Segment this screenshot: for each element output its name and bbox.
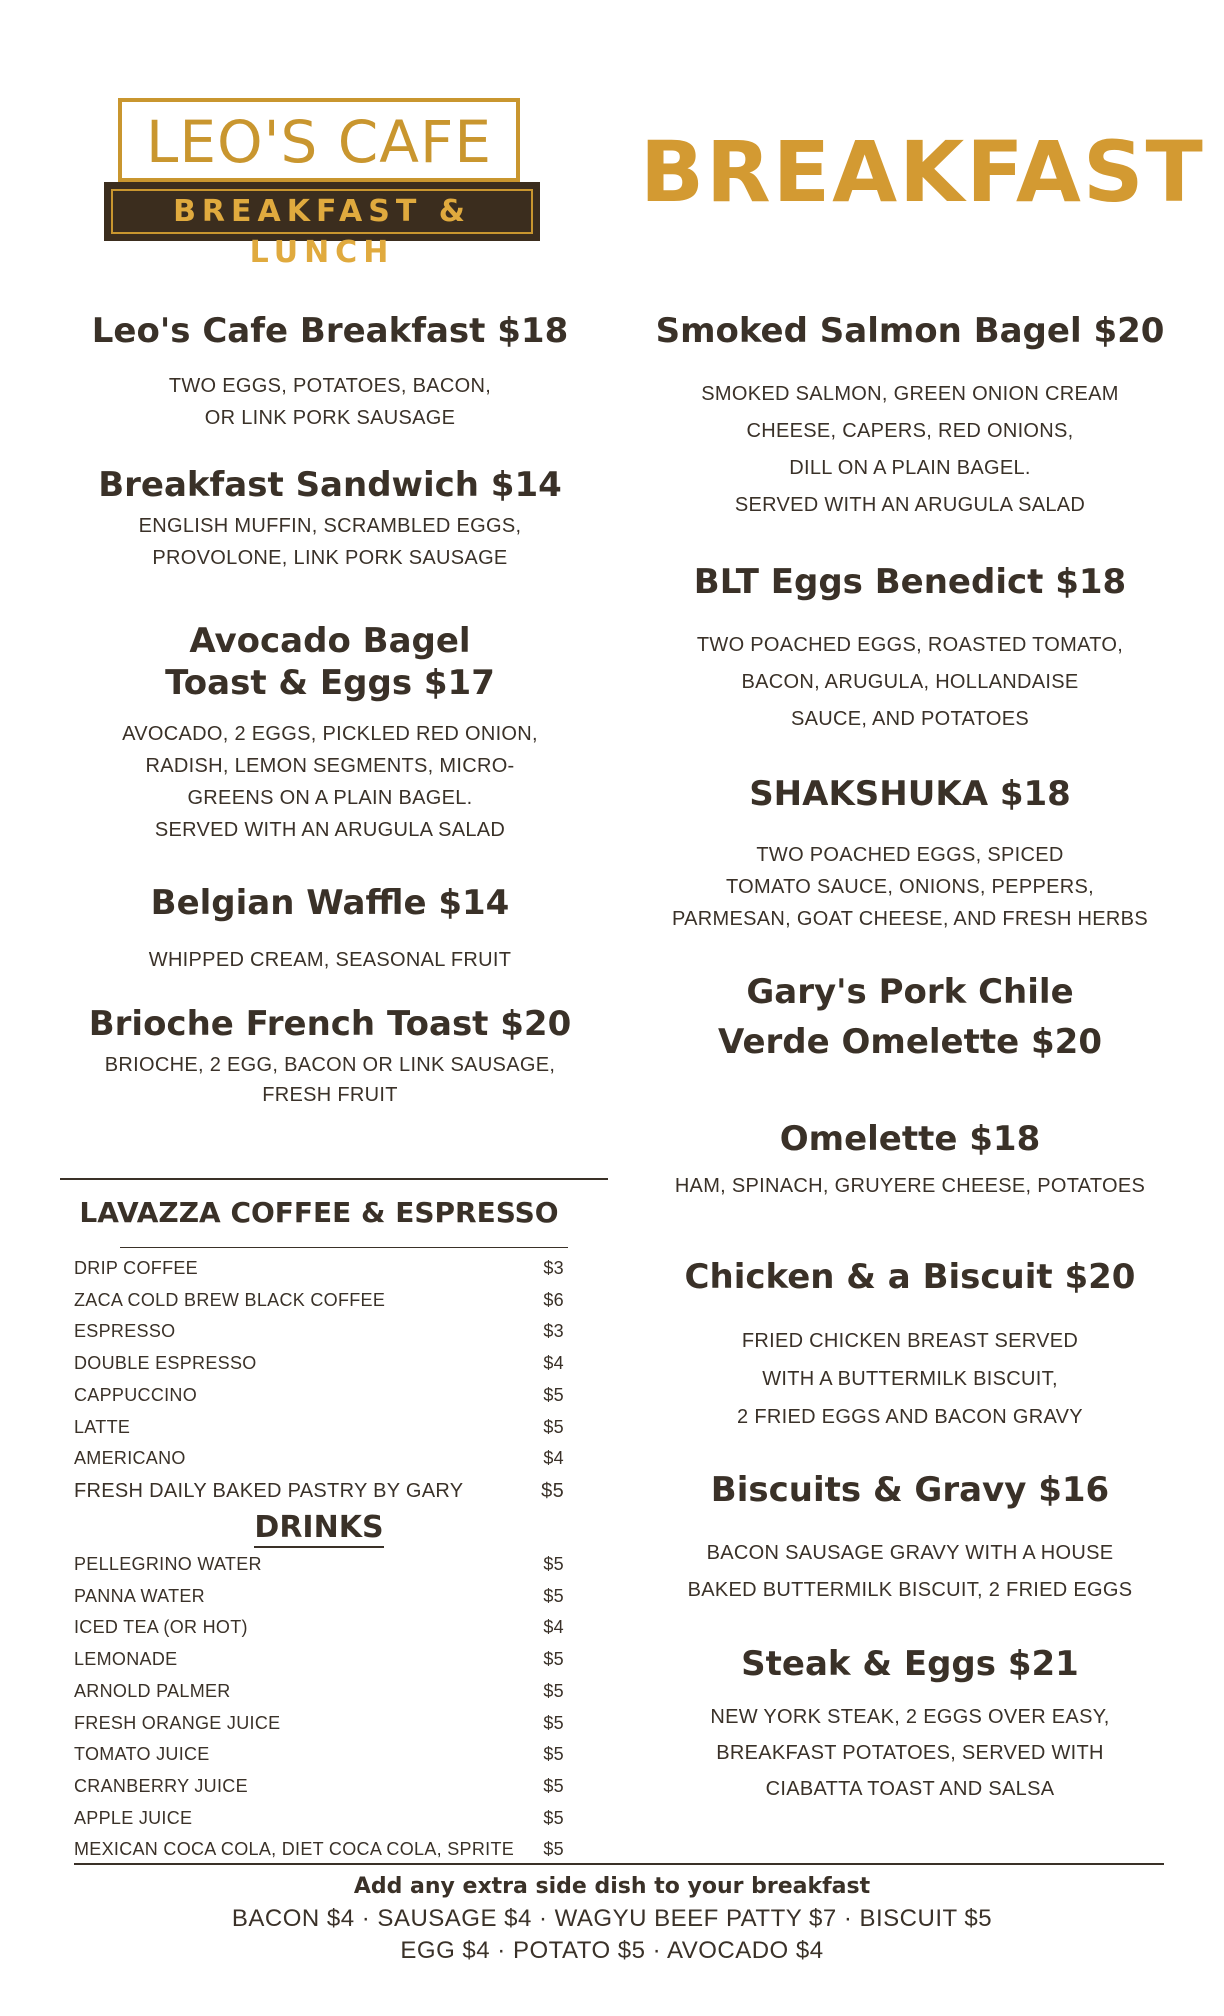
coffee-section-title: LAVAZZA COFFEE & ESPRESSO <box>79 1196 559 1229</box>
coffee-item-row <box>74 1290 564 1314</box>
left-item-description <box>80 944 580 976</box>
footer-divider <box>74 1863 1164 1865</box>
left-item-description <box>80 510 580 574</box>
left-item-name <box>80 1003 580 1045</box>
logo-tagline-bar <box>104 182 540 270</box>
right-item-description <box>650 1535 1170 1609</box>
drink-item-price: $5 <box>543 1680 564 1701</box>
drink-item-row <box>74 1617 564 1641</box>
drink-item-price: $5 <box>543 1775 564 1796</box>
right-item-description-line: WITH A BUTTERMILK BISCUIT, <box>762 1368 1058 1390</box>
right-item-name-line: Omelette $18 <box>779 1119 1041 1159</box>
coffee-item-row <box>74 1480 564 1504</box>
drink-item-row <box>74 1839 564 1863</box>
right-item-name <box>650 967 1170 1067</box>
right-item-description-line: HAM, SPINACH, GRUYERE CHEESE, POTATOES <box>674 1175 1146 1197</box>
left-item-description-line: RADISH, LEMON SEGMENTS, MICRO- <box>145 755 515 777</box>
right-item-name-line: Biscuits & Gravy $16 <box>710 1470 1110 1510</box>
drink-item-row <box>74 1808 564 1832</box>
right-item-name <box>650 773 1170 815</box>
left-item-description-line: PROVOLONE, LINK PORK SAUSAGE <box>152 547 508 569</box>
right-item-name <box>650 1256 1170 1298</box>
drink-item-name: PELLEGRINO WATER <box>74 1554 262 1574</box>
right-item-name-line: BLT Eggs Benedict $18 <box>693 562 1127 602</box>
right-item-description-line: NEW YORK STEAK, 2 EGGS OVER EASY, <box>710 1706 1110 1728</box>
left-item-description <box>80 1050 580 1110</box>
drink-item-row <box>74 1649 564 1673</box>
drink-item-name: ARNOLD PALMER <box>74 1680 231 1701</box>
drink-item-name: MEXICAN COCA COLA, DIET COCA COLA, SPRITE <box>74 1839 515 1860</box>
right-item-description-line: DILL ON A PLAIN BAGEL. <box>789 457 1031 479</box>
drink-item-price: $5 <box>543 1585 564 1606</box>
right-item-name <box>650 1118 1170 1160</box>
left-item-name <box>80 620 580 704</box>
logo-tagline: BREAKFAST & LUNCH <box>111 189 533 234</box>
left-item-description <box>80 370 580 434</box>
left-item-description-line: FRESH FRUIT <box>262 1084 398 1106</box>
right-item-description-line: TOMATO SAUCE, ONIONS, PEPPERS, <box>726 876 1094 898</box>
drink-item-price: $4 <box>543 1617 564 1638</box>
right-item-description <box>650 1322 1170 1436</box>
logo-name: LEO'S CAFE <box>146 108 492 176</box>
right-item-description <box>650 1170 1170 1202</box>
coffee-item-price: $5 <box>543 1416 564 1437</box>
right-item-description-line: FRIED CHICKEN BREAST SERVED <box>741 1330 1079 1352</box>
left-item-name-line: Brioche French Toast $20 <box>88 1004 572 1044</box>
left-item-description-line: WHIPPED CREAM, SEASONAL FRUIT <box>148 949 512 971</box>
left-item-name-line: Avocado Bagel <box>189 621 471 661</box>
left-item-name-line: Breakfast Sandwich $14 <box>98 465 562 505</box>
drink-item-name: FRESH ORANGE JUICE <box>74 1712 281 1733</box>
coffee-item-price: $3 <box>543 1258 564 1278</box>
right-item-name <box>650 1643 1170 1685</box>
right-item-description-line: TWO POACHED EGGS, SPICED <box>756 844 1064 866</box>
right-item-name-line: Verde Omelette $20 <box>718 1022 1102 1062</box>
right-item-name-line: Chicken & a Biscuit $20 <box>684 1257 1136 1297</box>
left-item-description-line: TWO EGGS, POTATOES, BACON, <box>168 375 492 397</box>
right-item-description-line: BREAKFAST POTATOES, SERVED WITH <box>716 1742 1104 1764</box>
right-item-description-line: PARMESAN, GOAT CHEESE, AND FRESH HERBS <box>672 908 1148 930</box>
coffee-item-price: $4 <box>543 1353 564 1374</box>
right-item-description-line: BACON SAUSAGE GRAVY WITH A HOUSE <box>706 1542 1114 1564</box>
coffee-item-name: CAPPUCCINO <box>74 1384 198 1405</box>
drink-item-name: TOMATO JUICE <box>74 1744 210 1765</box>
menu-title: BREAKFAST <box>640 123 1205 221</box>
left-item-description-line: ENGLISH MUFFIN, SCRAMBLED EGGS, <box>138 515 522 537</box>
drink-item-row <box>74 1681 564 1705</box>
drink-item-row <box>74 1744 564 1768</box>
coffee-item-price: $5 <box>543 1384 564 1405</box>
drinks-section-title <box>74 1510 564 1545</box>
left-item-description-line: OR LINK PORK SAUSAGE <box>204 407 456 429</box>
right-item-description-line: SMOKED SALMON, GREEN ONION CREAM <box>701 383 1119 405</box>
right-item-name <box>650 561 1170 603</box>
left-item-description <box>80 718 580 846</box>
left-item-name <box>80 310 580 352</box>
drinks-title-text: DRINKS <box>254 1510 383 1548</box>
drink-item-price: $5 <box>543 1554 564 1574</box>
right-item-name <box>650 310 1170 352</box>
right-item-name <box>650 1469 1170 1511</box>
right-item-description-line: CIABATTA TOAST AND SALSA <box>765 1778 1055 1800</box>
drink-item-price: $5 <box>543 1649 564 1670</box>
coffee-item-name: FRESH DAILY BAKED PASTRY BY GARY <box>74 1479 464 1502</box>
drink-item-name: APPLE JUICE <box>74 1807 193 1828</box>
right-item-description-line: BAKED BUTTERMILK BISCUIT, 2 FRIED EGGS <box>687 1579 1133 1601</box>
logo-top-box <box>118 98 520 182</box>
drink-item-price: $5 <box>543 1744 564 1765</box>
drink-item-row <box>74 1713 564 1737</box>
right-item-name-line: SHAKSHUKA $18 <box>749 774 1071 814</box>
right-item-description-line: SERVED WITH AN ARUGULA SALAD <box>734 494 1086 516</box>
right-item-description <box>650 839 1170 935</box>
drink-item-row <box>74 1776 564 1800</box>
coffee-item-name: ZACA COLD BREW BLACK COFFEE <box>74 1289 386 1310</box>
drink-item-name: PANNA WATER <box>74 1585 205 1606</box>
left-item-name-line: Belgian Waffle $14 <box>150 883 510 923</box>
coffee-item-name: DOUBLE ESPRESSO <box>74 1353 257 1374</box>
right-item-description-line: SAUCE, AND POTATOES <box>791 708 1029 730</box>
sides-line-2: EGG $4 · POTATO $5 · AVOCADO $4 <box>400 1937 824 1964</box>
coffee-item-price: $4 <box>543 1448 564 1469</box>
coffee-item-row <box>74 1353 564 1377</box>
left-item-description-line: AVOCADO, 2 EGGS, PICKLED RED ONION, <box>122 723 538 745</box>
right-item-description <box>650 376 1170 524</box>
footer-note: Add any extra side dish to your breakfast <box>353 1874 871 1899</box>
right-item-name-line: Steak & Eggs $21 <box>741 1644 1079 1684</box>
coffee-item-price: $6 <box>543 1289 564 1310</box>
coffee-item-row <box>74 1321 564 1345</box>
right-item-description-line: TWO POACHED EGGS, ROASTED TOMATO, <box>696 634 1124 656</box>
coffee-top-divider <box>60 1178 608 1180</box>
coffee-item-row <box>74 1417 564 1441</box>
coffee-item-price: $3 <box>543 1321 564 1342</box>
sides-line-1: BACON $4 · SAUSAGE $4 · WAGYU BEEF PATTY $7 · BISCUIT $5 <box>231 1905 993 1932</box>
left-item-name-line: Toast & Eggs $17 <box>165 663 495 703</box>
right-item-name-line: Gary's Pork Chile <box>746 972 1074 1012</box>
drink-item-row <box>74 1554 564 1578</box>
drink-item-row <box>74 1586 564 1610</box>
drink-item-name: ICED TEA (OR HOT) <box>74 1617 248 1638</box>
cafe-logo <box>104 98 540 270</box>
coffee-item-row <box>74 1258 564 1282</box>
right-item-description <box>650 627 1170 738</box>
right-item-description <box>650 1699 1170 1807</box>
coffee-item-row <box>74 1448 564 1472</box>
right-item-description-line: BACON, ARUGULA, HOLLANDAISE <box>741 671 1079 693</box>
right-item-name-line: Smoked Salmon Bagel $20 <box>655 311 1165 351</box>
coffee-item-name: AMERICANO <box>74 1448 186 1469</box>
coffee-title-underline <box>120 1247 568 1248</box>
left-item-description-line: BRIOCHE, 2 EGG, BACON OR LINK SAUSAGE, <box>104 1054 556 1076</box>
left-item-name <box>80 464 580 506</box>
drink-item-name: LEMONADE <box>74 1649 178 1670</box>
right-item-description-line: 2 FRIED EGGS AND BACON GRAVY <box>737 1406 1083 1428</box>
coffee-item-name: DRIP COFFEE <box>74 1258 198 1278</box>
right-item-description-line: CHEESE, CAPERS, RED ONIONS, <box>746 420 1074 442</box>
coffee-item-name: ESPRESSO <box>74 1321 176 1342</box>
coffee-item-price: $5 <box>541 1479 564 1502</box>
left-item-description-line: GREENS ON A PLAIN BAGEL. <box>187 787 473 809</box>
coffee-item-row <box>74 1385 564 1409</box>
left-item-description-line: SERVED WITH AN ARUGULA SALAD <box>154 819 506 841</box>
drink-item-price: $5 <box>543 1839 564 1860</box>
drink-item-price: $5 <box>543 1712 564 1733</box>
coffee-item-name: LATTE <box>74 1416 131 1437</box>
drink-item-name: CRANBERRY JUICE <box>74 1775 248 1796</box>
left-item-name-line: Leo's Cafe Breakfast $18 <box>91 311 569 351</box>
left-item-name <box>80 882 580 924</box>
drink-item-price: $5 <box>543 1807 564 1828</box>
